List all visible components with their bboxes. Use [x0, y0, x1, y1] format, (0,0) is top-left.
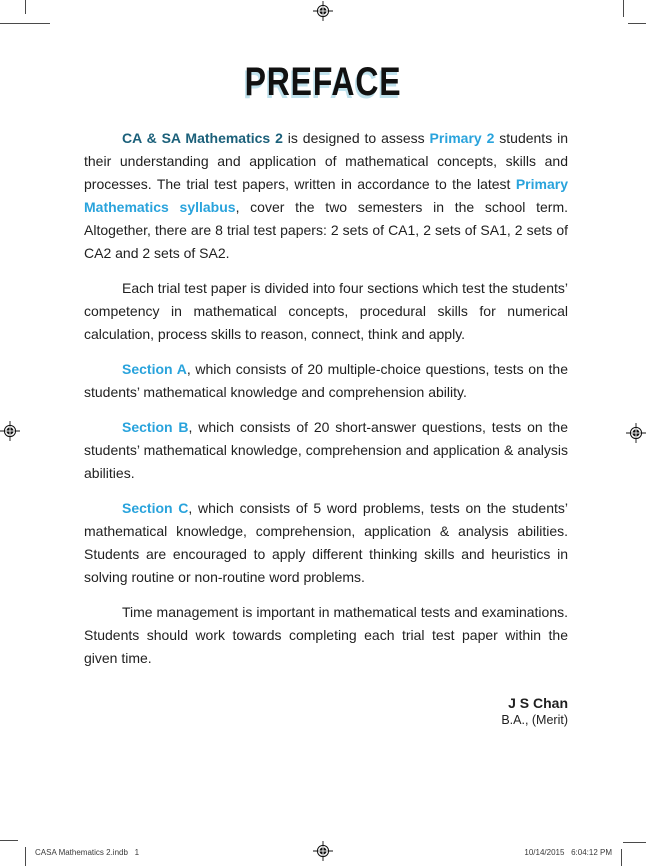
- text-segment: Time management is important in mathematical tests and examinations. Students should work towards completing each trial test paper within the given time.: [84, 604, 568, 666]
- text-segment: Each trial test paper is divided into four sections which test the students’ competency in mathematical concepts, procedural skills for numerical calculation, process skills to reason, connect, think and apply.: [84, 280, 568, 342]
- crop-mark: [623, 842, 646, 843]
- registration-mark-icon: [0, 421, 20, 441]
- paragraph: [84, 497, 568, 589]
- author-name: J S Chan: [508, 695, 568, 711]
- registration-mark-icon: [313, 1, 333, 21]
- text-segment: , cover the two semesters in the school term. Altogether, there are 8 trial test papers: 2 sets of CA1, 2 sets of SA1, 2 sets of CA2 and 2 sets of SA2.: [84, 199, 568, 261]
- footer-filename: CASA Mathematics 2.indb 1: [35, 848, 140, 857]
- text-segment: students in their understanding and application of mathematical concepts, skills and processes. The trial test papers, written in accordance to the latest: [84, 130, 568, 192]
- crop-mark: [25, 0, 26, 14]
- paragraph: [84, 277, 568, 346]
- crop-mark: [0, 840, 18, 841]
- crop-mark: [623, 0, 624, 17]
- highlight-text: Section A: [122, 361, 187, 377]
- page-title: PREFACE: [244, 60, 402, 104]
- highlight-text: CA & SA Mathematics 2: [122, 130, 283, 146]
- footer-timestamp: 10/14/2015 6:04:12 PM: [524, 848, 612, 857]
- crop-mark: [621, 849, 622, 866]
- text-segment: , which consists of 5 word problems, tests on the students’ mathematical knowledge, comprehension, application & analysis abilities. Students are encouraged to apply different thinking skills and heuristics in solving routine or non-routine word problems.: [84, 500, 568, 585]
- paragraph: [84, 358, 568, 404]
- crop-mark: [628, 23, 646, 24]
- body-paragraphs: [84, 127, 568, 682]
- paragraph: [84, 601, 568, 670]
- registration-mark-icon: [626, 423, 646, 443]
- highlight-text: Primary Mathematics syllabus: [84, 176, 568, 215]
- crop-mark: [25, 847, 26, 866]
- author-credentials: B.A., (Merit): [501, 713, 568, 727]
- text-segment: is designed to assess: [282, 130, 430, 146]
- slug-footer: [35, 848, 612, 857]
- crop-mark: [0, 23, 50, 24]
- text-segment: , which consists of 20 multiple-choice questions, tests on the students’ mathematical knowledge and comprehension ability.: [84, 361, 568, 400]
- highlight-text: Section B: [122, 419, 189, 435]
- highlight-text: Section C: [122, 500, 189, 516]
- paragraph: [84, 416, 568, 485]
- text-segment: , which consists of 20 short-answer questions, tests on the students’ mathematical knowledge, comprehension and application & analysis abilities.: [84, 419, 568, 481]
- highlight-text: Primary 2: [429, 130, 495, 146]
- signature-block: [501, 694, 568, 729]
- paragraph: [84, 127, 568, 265]
